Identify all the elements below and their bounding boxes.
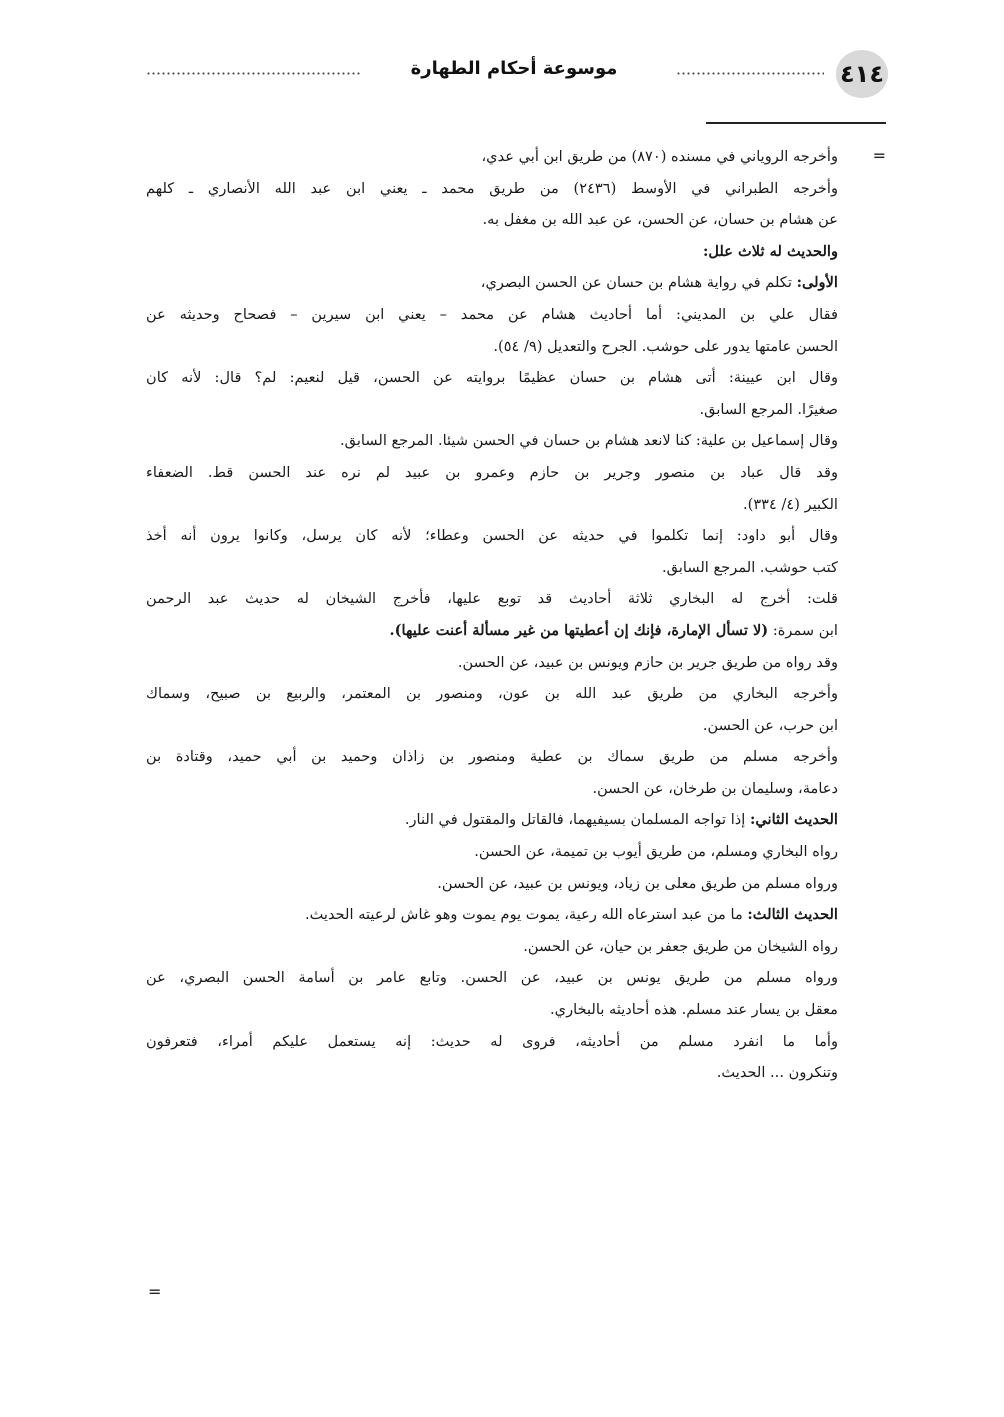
text-line: ابن حرب، عن الحسن. <box>702 716 838 734</box>
text-line: وقد رواه من طريق جرير بن حازم ويونس بن عبيد، عن الحسن. <box>457 653 838 671</box>
text-line: وأخرجه البخاري من طريق عبد الله بن عون، ومنصور بن المعتمر، والربيع بن صبيح، وسماك <box>146 685 838 703</box>
section-heading: والحديث له ثلاث علل: <box>702 242 838 260</box>
text-line: معقل بن يسار عند مسلم. هذه أحاديثه بالبخاري. <box>550 1001 838 1019</box>
text-line <box>146 804 838 836</box>
text-line: وأما ما انفرد مسلم من أحاديثه، فروى له حديث: إنه يستعمل عليكم أمراء، فتعرفون <box>146 1032 838 1050</box>
text-line-body: تكلم في رواية هشام بن حسان عن الحسن البصري، <box>480 274 792 292</box>
text-line: قلت: أخرج له البخاري ثلاثة أحاديث قد توبع عليها، فأخرج الشيخان له حديث عبد الرحمن <box>146 590 838 608</box>
lead-hadith-2: الحديث الثاني: <box>749 811 838 829</box>
text-line: ورواه مسلم من طريق معلى بن زياد، ويونس بن عبيد، عن الحسن. <box>437 874 838 892</box>
text-line: كتب حوشب. المرجع السابق. <box>662 558 838 576</box>
text-line: ورواه مسلم من طريق يونس بن عبيد، عن الحسن. وتابع عامر بن أسامة الحسن البصري، عن <box>146 969 838 987</box>
text-line-body: إذا تواجه المسلمان بسيفيهما، فالقاتل والمقتول في النار. <box>404 811 746 829</box>
header-dotted-leader-right <box>676 72 824 75</box>
lead-first: الأولى: <box>796 274 838 292</box>
text-line: عن هشام بن حسان، عن الحسن، عن عبد الله بن مغفل به. <box>482 211 838 229</box>
text-line: وقال ابن عيينة: أتى هشام بن حسان عظيمًا بروايته عن الحسن، قيل لنعيم: لم؟ قال: لأنه كان <box>146 369 838 387</box>
text-line <box>146 615 838 647</box>
text-line-body: ابن سمرة: <box>772 621 838 639</box>
text-line <box>146 899 838 931</box>
text-line: رواه الشيخان من طريق جعفر بن حيان، عن الحسن. <box>523 937 838 955</box>
text-line: وقال أبو داود: إنما تكلموا في حديثه عن الحسن وعطاء؛ لأنه كان يرسل، وكانوا يرون أنه أخذ <box>146 527 838 545</box>
hadith-quote: (لا تسأل الإمارة، فإنك إن أعطيتها من غير مسألة أعنت عليها). <box>389 621 769 639</box>
text-line: صغيرًا. المرجع السابق. <box>699 400 838 418</box>
text-line: رواه البخاري ومسلم، من طريق أيوب بن تميمة، عن الحسن. <box>474 843 838 861</box>
text-line: وأخرجه الروياني في مسنده (٨٧٠) من طريق ابن أبي عدي، <box>481 148 838 165</box>
page-number: ٤١٤ <box>836 50 888 98</box>
book-title: موسوعة أحكام الطهارة <box>410 58 618 79</box>
text-line: الكبير (٤/ ٣٣٤). <box>742 495 838 513</box>
text-line: وقال إسماعيل بن علية: كنا لانعد هشام بن حسان في الحسن شيئا. المرجع السابق. <box>340 432 838 450</box>
text-line-body: ما من عبد استرعاه الله رعية، يموت يوم يموت وهو غاش لرعيته الحديث. <box>304 906 743 924</box>
page-header <box>146 50 888 98</box>
lead-hadith-3: الحديث الثالث: <box>747 906 838 924</box>
text-line: فقال علي بن المديني: أما أحاديث هشام عن محمد – يعني ابن سيرين – فصحاح وحديثه عن <box>146 305 838 323</box>
continuation-mark-top: = <box>872 146 886 165</box>
footnote-text <box>146 141 838 1089</box>
text-line: وقد قال عباد بن منصور وجرير بن حازم وعمرو بن عبيد لم نره عند الحسن قط. الضعفاء <box>146 463 838 481</box>
text-line <box>146 267 838 299</box>
continuation-mark-bottom: = <box>148 1282 162 1301</box>
text-line: وأخرجه مسلم من طريق سماك بن عطية ومنصور بن زاذان وحميد بن أبي حميد، وقتادة بن <box>146 748 838 766</box>
text-line: دعامة، وسليمان بن طرخان، عن الحسن. <box>592 779 838 797</box>
text-line: وأخرجه الطبراني في الأوسط (٢٤٣٦) من طريق محمد ـ يعني ابن عبد الله الأنصاري ـ كلهم <box>146 179 838 197</box>
text-line: وتنكرون ... الحديث. <box>716 1064 838 1082</box>
footnote-rule <box>706 122 886 124</box>
header-dotted-leader-left <box>146 72 362 75</box>
text-line: الحسن عامتها يدور على حوشب. الجرح والتعديل (٩/ ٥٤). <box>493 337 838 355</box>
